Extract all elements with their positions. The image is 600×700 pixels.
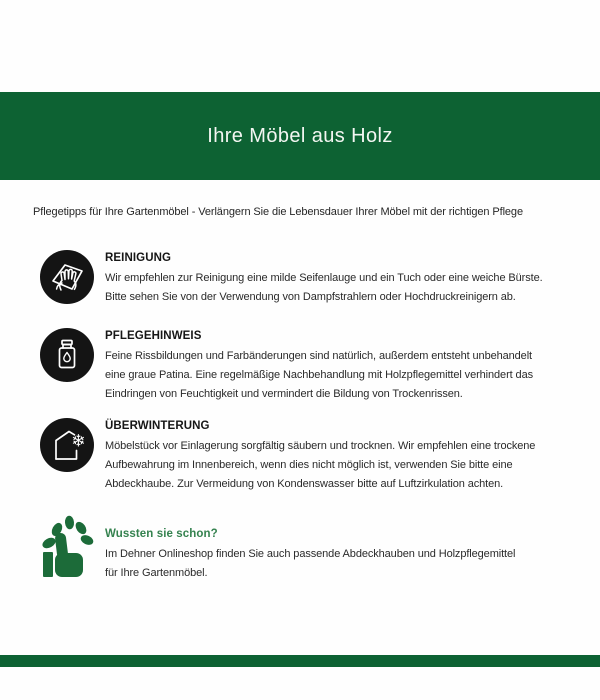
section-title: PFLEGEHINWEIS	[105, 330, 202, 342]
svg-text:❄: ❄	[71, 431, 86, 452]
section-text-line: Bitte sehen Sie von der Verwendung von Dampfstrahlern oder Hochdruckreinigern ab.	[105, 291, 516, 303]
hand-cloth-icon	[40, 250, 94, 304]
intro-text: Pflegetipps für Ihre Gartenmöbel - Verlängern Sie die Lebensdauer Ihrer Möbel mit der richtigen Pflege	[33, 206, 523, 218]
section-text-line: eine graue Patina. Eine regelmäßige Nachbehandlung mit Holzpflegemittel verhindert das	[105, 369, 533, 381]
section-text-line: Feine Rissbildungen und Farbänderungen sind natürlich, außerdem entsteht unbehandelt	[105, 350, 533, 362]
care-section-pflegehinweis	[40, 328, 600, 404]
section-text-line: Im Dehner Onlineshop finden Sie auch passende Abdeckhauben und Holzpflegemittel	[105, 548, 516, 560]
oil-bottle-icon	[40, 328, 94, 382]
section-title: Wussten sie schon?	[105, 528, 218, 540]
footer-bar	[0, 655, 600, 667]
section-text-line: für Ihre Gartenmöbel.	[105, 567, 208, 579]
house-snowflake-icon	[40, 418, 94, 472]
care-section-ueberwinterung	[40, 418, 600, 494]
section-text-block	[105, 328, 533, 404]
care-section-wussten-sie-schon	[35, 511, 600, 583]
section-text-line: Abdeckhaube. Zur Vermeidung von Kondenswasser bitte auf Luftzirkulation achten.	[105, 478, 504, 490]
section-text-block	[105, 418, 535, 494]
section-title: ÜBERWINTERUNG	[105, 420, 210, 432]
section-text-line: Eindringen von Feuchtigkeit und vermindert die Bildung von Trockenrissen.	[105, 388, 463, 400]
section-text-line: Aufbewahrung im Innenbereich, wenn dies nicht möglich ist, verwenden Sie bitte eine	[105, 459, 513, 471]
section-text-line: Wir empfehlen zur Reinigung eine milde Seifenlauge und ein Tuch oder eine weiche Bürste.	[105, 272, 543, 284]
care-section-reinigung	[40, 250, 600, 307]
section-text-block	[105, 511, 515, 583]
section-text-line: Möbelstück vor Einlagerung sorgfältig säubern und trocknen. Wir empfehlen eine trockene	[105, 440, 536, 452]
section-title: REINIGUNG	[105, 252, 172, 264]
green-thumb-logo-icon	[35, 511, 95, 583]
section-text-block	[105, 250, 543, 307]
page-title: Ihre Möbel aus Holz	[207, 124, 393, 147]
header-band	[0, 92, 600, 180]
care-sections	[0, 224, 600, 583]
